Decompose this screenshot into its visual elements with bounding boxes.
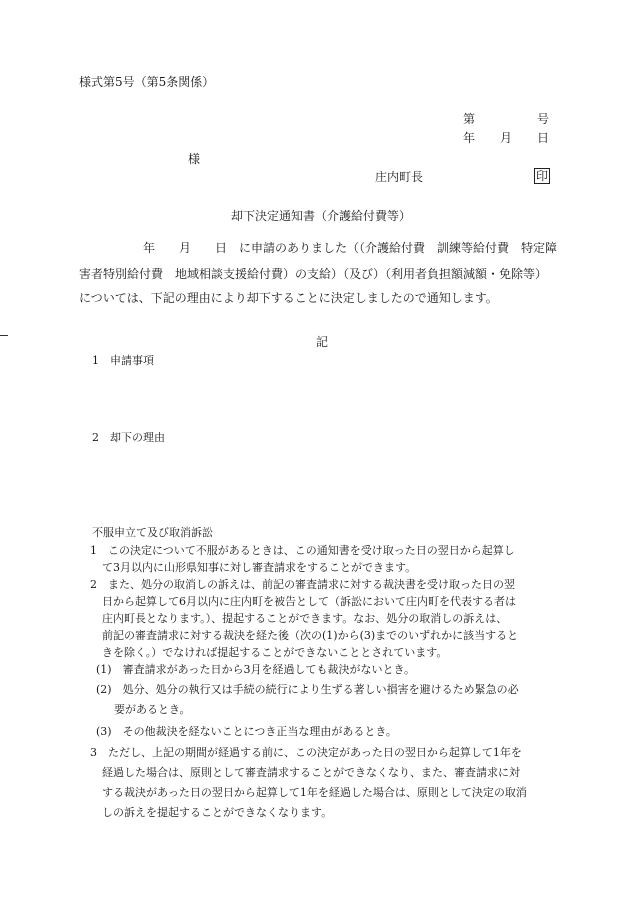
body-line-1: 年 月 日 に申請のありました（（介護給付費 訓練等給付費 特定障 [143,241,558,255]
item-application: 1 申請事項 [92,354,154,367]
seal-text: 印 [536,169,549,183]
appeal-subitem-1: (1) 審査請求があった日から3月を経過しても裁決がないとき。 [96,663,416,676]
appeal-p2-line-5: きを除く。）でなければ提起することができないこととされています。 [102,646,448,659]
appeal-p2-line-4: 前記の審査請求に対する裁決を経た後（次の(1)から(3)までのいずれかに該当すると [102,629,519,642]
seal-mark [534,168,550,184]
body-line-2: 害者特別給付費 地域相談支援給付費）の支給）（及び）（利用者負担額減額・免除等） [79,267,548,281]
form-number: 様式第5号（第5条関係） [79,75,215,89]
appeal-p3-line-2: 経過した場合は、原則として審査請求することができなくなり、また、審査請求に対 [102,766,520,779]
appeal-paragraph-2 [90,576,518,661]
item-rejection-reason: 2 却下の理由 [92,431,165,444]
appeal-subitem-2 [96,680,519,720]
appeal-p1-line-2: て3月以内に山形県知事に対し審査請求をすることができます。 [102,561,417,574]
appeal-p3-line-3: する裁決があった日の翌日から起算して1年を経過した場合は、原則として決定の取消 [102,786,527,799]
date-month: 月 [500,131,513,145]
appeal-paragraph-1 [90,542,515,576]
document-number-prefix: 第 [463,112,476,126]
appeal-s2-line-1: (2) 処分、処分の執行又は手続の続行により生ずる著しい損害を避けるため緊急の必 [96,683,519,696]
appeal-p1-line-1: 1 この決定について不服があるときは、この通知書を受け取った日の翌日から起算し [90,544,515,557]
document-number-suffix: 号 [537,112,550,126]
appeal-p2-line-1: 2 また、処分の取消しの訴えは、前記の審査請求に対する裁決書を受け取った日の翌 [90,578,515,591]
appeal-heading: 不服申立て及び取消訴訟 [92,526,213,539]
appeal-s2-line-2: 要があるとき。 [114,703,191,716]
appeal-p3-line-1: 3 ただし、上記の期間が経過する前に、この決定があった日の翌日から起算して1年を [90,746,522,759]
issuer-name: 庄内町長 [375,170,424,184]
appeal-p3-line-4: しの訴えを提起することができなくなります。 [102,806,333,819]
date-year: 年 [463,131,476,145]
addressee-honorific: 様 [188,152,201,166]
ki-heading: 記 [316,335,329,349]
appeal-p2-line-3: 庄内町長となります。）、提起することができます。なお、処分の取消しの訴えは、 [102,612,508,625]
date-day: 日 [537,131,550,145]
appeal-paragraph-3 [90,743,527,823]
appeal-subitem-3: (3) その他裁決を経ないことにつき正当な理由があるとき。 [96,725,397,738]
body-line-3: については、下記の理由により却下することに決定しましたので通知します。 [79,291,498,305]
margin-tick [0,335,8,336]
document-title: 却下決定通知書（介護給付費等） [231,209,412,223]
appeal-p2-line-2: 日から起算して6月以内に庄内町を被告として（訴訟において庄内町を代表する者は [102,595,516,608]
